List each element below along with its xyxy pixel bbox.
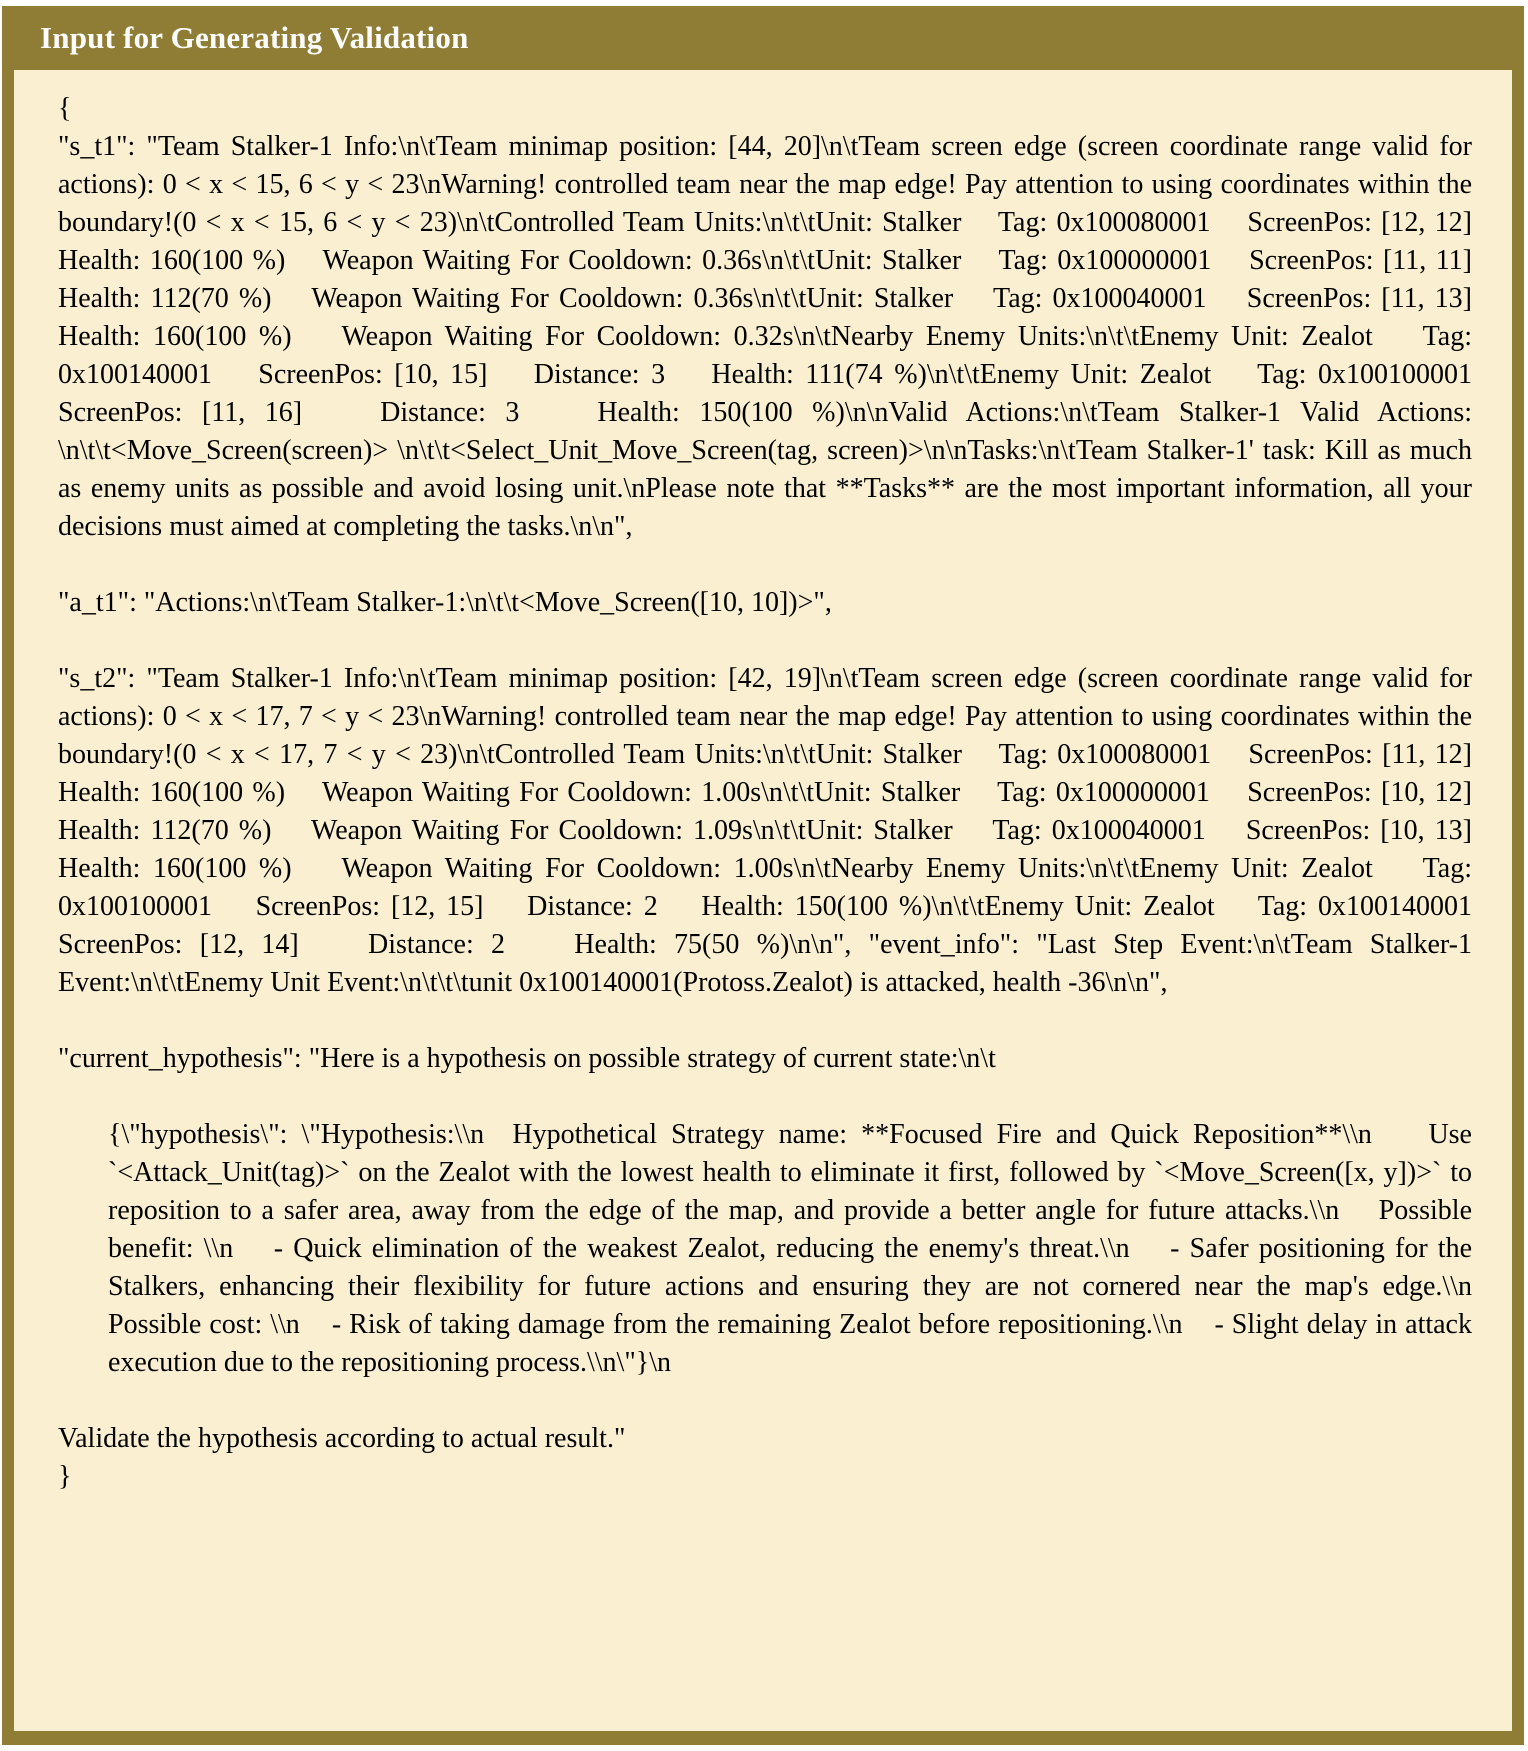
validate-instruction: Validate the hypothesis according to actual result." [58,1423,626,1454]
json-open-brace: { [58,93,72,124]
figure-frame [2,6,1524,1745]
field-a-t1: "a_t1": "Actions:\n\tTeam Stalker-1:\n\t\t<Move_Screen([10, 10])>", [58,587,832,618]
hypothesis-block: {\"hypothesis\": \"Hypothesis:\\n Hypothetical Strategy name: **Focused Fire and Quick Reposition**\\n Use `<Attack_Unit(tag)>` on the Zealot with the lowest health to eliminate it first, followed by `<Move_Screen([x, y])>` to reposition to a safer area, away from the edge of the map, and provide a better angle for future attacks.\\n Possible benefit: \\n - Quick elimination of the weakest Zealot, reducing the enemy's threat.\\n - Safer positioning for the Stalkers, enhancing their flexibility for future actions and ensuring they are not cornered near the map's edge.\\n Possible cost: \\n - Risk of taking damage from the remaining Zealot before repositioning.\\n - Slight delay in attack execution due to the repositioning process.\\n\"}\n [108,1119,1500,1378]
field-current-hypothesis-intro: "current_hypothesis": "Here is a hypothesis on possible strategy of current state:\n\t [58,1043,996,1074]
figure-title: Input for Generating Validation [40,20,469,55]
json-close-brace: } [58,1461,72,1492]
prompt-text-panel [14,70,1512,1731]
figure-title-bar [14,6,1512,70]
field-s-t1: "s_t1": "Team Stalker-1 Info:\n\tTeam minimap position: [44, 20]\n\tTeam screen edge (screen coordinate range valid for actions): 0 < x < 15, 6 < y < 23\nWarning! controlled team near the map edge! Pay attention to using coordinates within the boundary!(0 < x < 15, 6 < y < 23)\n\tControlled Team Units:\n\t\tUnit: Stalker Tag: 0x100080001 ScreenPos: [12, 12] Health: 160(100 %) Weapon Waiting For Cooldown: 0.36s\n\t\tUnit: Stalker Tag: 0x100000001 ScreenPos: [11, 11] Health: 112(70 %) Weapon Waiting For Cooldown: 0.36s\n\t\tUnit: Stalker Tag: 0x100040001 ScreenPos: [11, 13] Health: 160(100 %) Weapon Waiting For Cooldown: 0.32s\n\tNearby Enemy Units:\n\t\tEnemy Unit: Zealot Tag: 0x100140001 ScreenPos: [10, 15] Distance: 3 Health: 111(74 %)\n\t\tEnemy Unit: Zealot Tag: 0x100100001 ScreenPos: [11, 16] Distance: 3 Health: 150(100 %)\n\nValid Actions:\n\tTeam Stalker-1 Valid Actions: \n\t\t<Move_Screen(screen)> \n\t\t<Select_Unit_Move_Screen(tag, screen)>\n\nTasks:\n\tTeam Stalker-1' task: Kill as much as enemy units as possible and avoid losing unit.\nPlease note that **Tasks** are the most important information, all your decisions must aimed at completing the tasks.\n\n", [58,131,1500,542]
field-s-t2-and-event-info: "s_t2": "Team Stalker-1 Info:\n\tTeam minimap position: [42, 19]\n\tTeam screen edge (screen coordinate range valid for actions): 0 < x < 17, 7 < y < 23\nWarning! controlled team near the map edge! Pay attention to using coordinates within the boundary!(0 < x < 17, 7 < y < 23)\n\tControlled Team Units:\n\t\tUnit: Stalker Tag: 0x100080001 ScreenPos: [11, 12] Health: 160(100 %) Weapon Waiting For Cooldown: 1.00s\n\t\tUnit: Stalker Tag: 0x100000001 ScreenPos: [10, 12] Health: 112(70 %) Weapon Waiting For Cooldown: 1.09s\n\t\tUnit: Stalker Tag: 0x100040001 ScreenPos: [10, 13] Health: 160(100 %) Weapon Waiting For Cooldown: 1.00s\n\tNearby Enemy Units:\n\t\tEnemy Unit: Zealot Tag: 0x100100001 ScreenPos: [12, 15] Distance: 2 Health: 150(100 %)\n\t\tEnemy Unit: Zealot Tag: 0x100140001 ScreenPos: [12, 14] Distance: 2 Health: 75(50 %)\n\n", "event_info": "Last Step Event:\n\tTeam Stalker-1 Event:\n\t\tEnemy Unit Event:\n\t\t\tunit 0x100140001(Protoss.Zealot) is attacked, health -36\n\n", [58,663,1500,998]
